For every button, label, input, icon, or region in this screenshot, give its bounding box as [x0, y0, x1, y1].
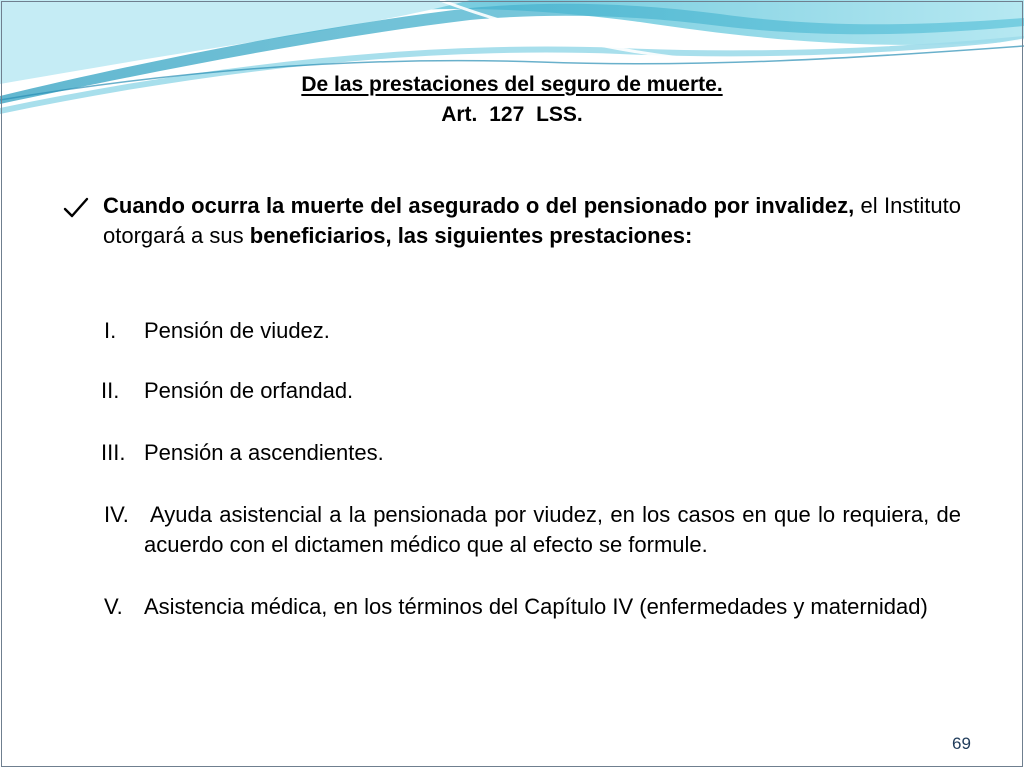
- slide-title: De las prestaciones del seguro de muerte.: [301, 73, 723, 96]
- check-icon: [63, 196, 89, 220]
- list-numeral: I.: [104, 318, 117, 343]
- list-numeral: IV.: [104, 502, 129, 527]
- list-numeral: III.: [101, 440, 126, 465]
- slide-subtitle: Art. 127 LSS.: [441, 103, 583, 126]
- list-numeral: II.: [101, 378, 120, 403]
- list-item-text: Pensión de viudez.: [144, 318, 330, 343]
- list-item-text: Ayuda asistencial a la pensionada por viudez, en los casos en que lo requiera, de acuerdo con el dictamen médico que al efecto se formule.: [144, 502, 961, 557]
- intro-bold-2: beneficiarios, las siguientes prestaciones:: [249, 222, 693, 248]
- intro-paragraph: [103, 191, 961, 250]
- intro-normal-1: el Instituto otorgará a sus: [103, 193, 961, 248]
- list-item-text: Pensión de orfandad.: [144, 378, 354, 403]
- intro-bold-1: Cuando ocurra la muerte del asegurado o del pensionado por invalidez,: [103, 193, 855, 218]
- list-numeral: V.: [104, 594, 123, 619]
- list-item-text: Pensión a ascendientes.: [144, 440, 384, 465]
- list-item-text: Asistencia médica, en los términos del Capítulo IV (enfermedades y maternidad): [144, 594, 928, 619]
- page-number: 69: [952, 734, 971, 753]
